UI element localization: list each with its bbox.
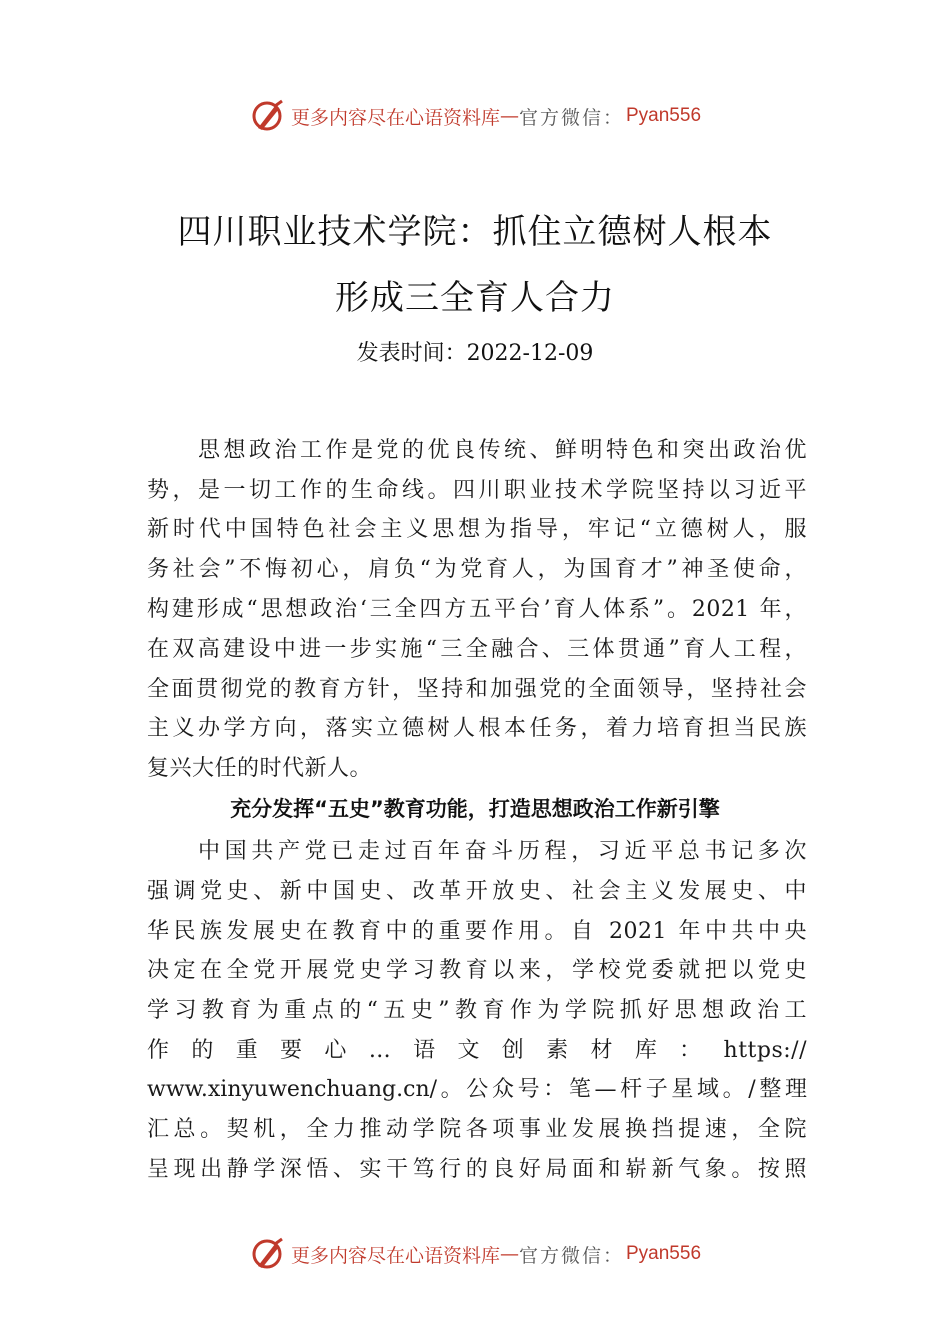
article-title-line-1: 四川职业技术学院：抓住立德树人根本 [177,212,773,252]
header-wechat-id: Pyan556 [626,105,702,126]
text-line: 复兴大任的时代新人。 [147,756,373,781]
text-line: 中国共产党已走过百年奋斗历程，习近平总书记多次 [198,839,807,864]
footer-separator: — [499,1243,519,1265]
article-title-line-2: 形成三全育人合力 [335,278,615,318]
header-banner [0,96,950,136]
text-line: 主义办学方向，落实立德树人根本任务，着力培育担当民族 [147,716,807,741]
section-heading: 充分发挥“五史”教育功能，打造思想政治工作新引擎 [230,797,720,821]
text-line: 构建形成“思想政治‘三全四方五平台’育人体系”。2021 年， [147,597,807,622]
header-separator: — [499,105,519,127]
text-line: 新时代中国特色社会主义思想为指导，牢记“立德树人，服 [147,517,807,542]
text-line: 呈现出静学深悟、实干笃行的良好局面和崭新气象。按照 [147,1157,807,1182]
header-main-text: 更多内容尽在心语资料库 [290,106,500,129]
footer-label: 官方微信： [518,1244,624,1267]
text-line: 务社会”不悔初心，肩负“为党育人，为国育才”神圣使命， [147,557,807,582]
footer-banner [0,1234,950,1274]
text-line: 思想政治工作是党的优良传统、鲜明特色和突出政治优 [198,438,807,463]
text-line: 学习教育为重点的“五史”教育作为学院抓好思想政治工 [147,998,807,1023]
text-line: 汇总。契机，全力推动学院各项事业发展换挡提速，全院 [147,1117,807,1142]
header-label: 官方微信： [518,106,624,129]
text-line: 作的重要心…语文创素材库：https:// [147,1038,807,1063]
text-line: 势，是一切工作的生命线。四川职业技术学院坚持以习近平 [147,478,807,503]
publish-date: 发表时间：2022-12-09 [356,341,594,366]
footer-wechat-id: Pyan556 [626,1243,702,1264]
text-line: www.xinyuwenchuang.cn/。公众号：笔—杆子星域。/整理 [147,1077,807,1102]
text-line: 强调党史、新中国史、改革开放史、社会主义发展史、中 [147,879,807,904]
pen-logo-icon [249,98,287,134]
footer-main-text: 更多内容尽在心语资料库 [290,1244,500,1267]
text-line: 在双高建设中进一步实施“三全融合、三体贯通”育人工程， [147,637,807,662]
text-line: 全面贯彻党的教育方针，坚持和加强党的全面领导，坚持社会 [147,677,807,702]
text-line: 决定在全党开展党史学习教育以来，学校党委就把以党史 [147,958,807,983]
pen-logo-icon [249,1236,287,1272]
text-line: 华民族发展史在教育中的重要作用。自 2021 年中共中央 [147,919,807,944]
